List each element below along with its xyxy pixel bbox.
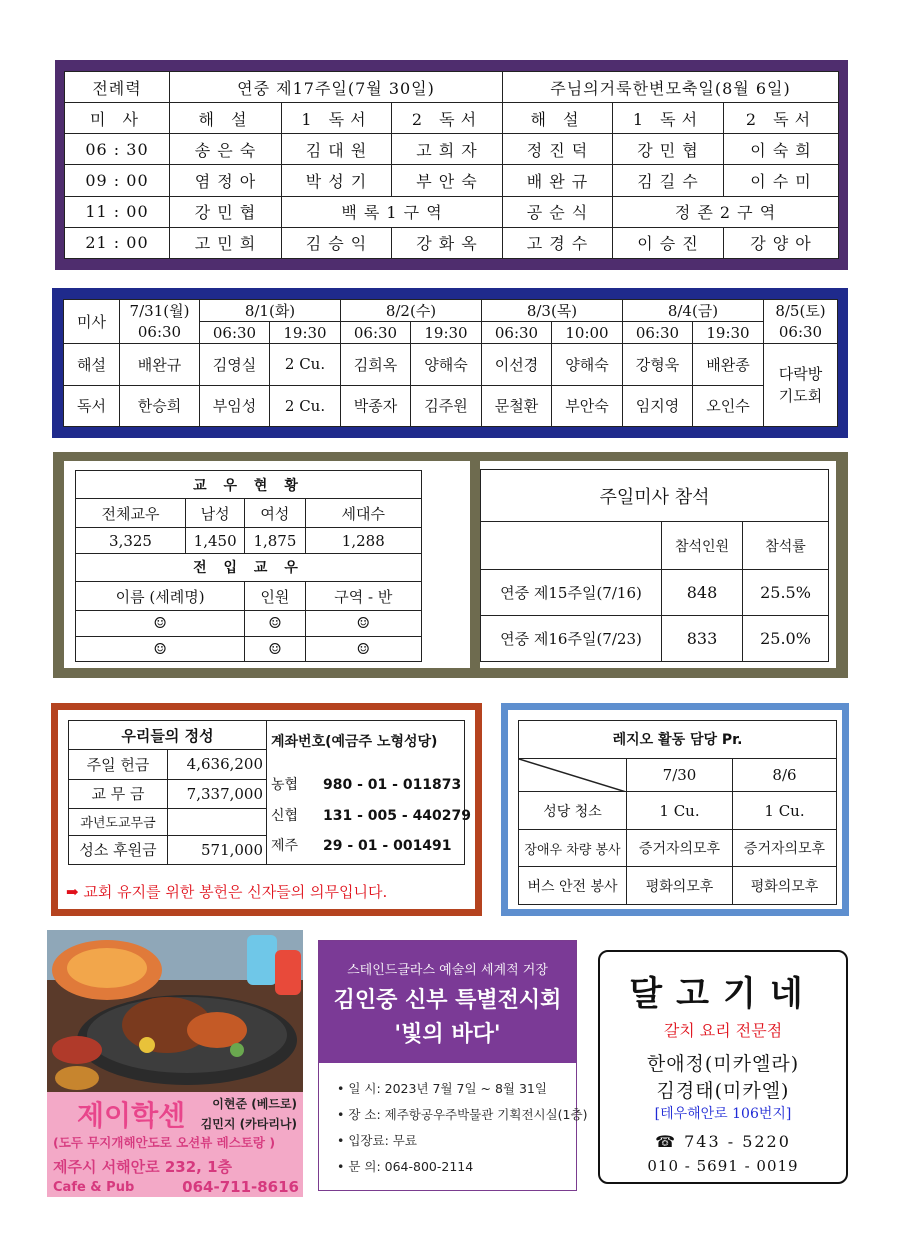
restaurant-owners xyxy=(201,1094,297,1134)
table-row xyxy=(76,636,422,661)
smiley-icon: ☺ xyxy=(245,636,305,661)
day-header: 8/4(금) xyxy=(623,300,764,322)
restaurant-desc: (도두 무지개해안도로 오션뷰 레스토랑 ) xyxy=(53,1135,276,1150)
attendance-count: 833 xyxy=(662,616,743,662)
account-row xyxy=(271,835,452,855)
table-row xyxy=(64,344,838,386)
table-row xyxy=(65,196,839,227)
owner-name: 한애정(미카엘라) xyxy=(646,1053,800,1075)
table-cell: 이 숙 희 xyxy=(724,134,839,165)
commentary-label: 해설 xyxy=(64,344,120,386)
owner-name: 김민지 (카타리나) xyxy=(200,1117,297,1131)
table-cell: 김희옥 xyxy=(341,344,411,386)
table-cell: 송 은 숙 xyxy=(170,134,282,165)
mass-time: 09 : 00 xyxy=(65,165,170,196)
reading2-header: 2 독서 xyxy=(392,103,503,134)
restaurant-phone: 064-711-8616 xyxy=(182,1178,299,1196)
table-cell: 강 양 아 xyxy=(724,227,839,258)
table-cell: 임지영 xyxy=(623,385,693,427)
legio-label: 장애우 차량 봉사 xyxy=(519,829,627,867)
legio-title: 레지오 활동 담당 Pr. xyxy=(519,721,837,759)
time-cell: 06:30 xyxy=(482,322,552,344)
table-cell: 박 성 기 xyxy=(282,165,392,196)
time-cell: 06:30 xyxy=(341,322,411,344)
offering-panel xyxy=(58,710,475,909)
mass-label: 미사 xyxy=(64,300,120,344)
attendance-rate: 25.5% xyxy=(743,570,829,616)
legio-date: 8/6 xyxy=(733,758,837,792)
exhibition-title-2: '빛의 바다' xyxy=(394,1022,501,1047)
attendance-count: 848 xyxy=(662,570,743,616)
table-cell: 강 화 옥 xyxy=(392,227,503,258)
day-header: 8/5(토) xyxy=(764,300,838,322)
liturgy-calendar-header: 전례력 xyxy=(65,72,170,103)
table-row xyxy=(65,227,839,258)
weekday-table xyxy=(63,299,838,427)
legio-label: 버스 안전 봉사 xyxy=(519,867,627,905)
table-cell: 고 희 자 xyxy=(392,134,503,165)
commentary-header: 해 설 xyxy=(503,103,613,134)
smiley-icon: ☺ xyxy=(245,611,305,636)
smiley-icon: ☺ xyxy=(76,636,245,661)
legio-label: 성당 청소 xyxy=(519,792,627,830)
restaurant-type: Cafe & Pub xyxy=(53,1180,135,1195)
members-header: 전체교우 xyxy=(76,499,186,528)
table-cell: 부안숙 xyxy=(552,385,623,427)
reading2-header: 2 독서 xyxy=(724,103,839,134)
members-value: 1,288 xyxy=(305,528,421,553)
table-row xyxy=(69,779,267,808)
smiley-icon: ☺ xyxy=(76,611,245,636)
transfiguration-header: 주님의거룩한변모축일(8월 6일) xyxy=(503,72,839,103)
table-cell: 이 수 미 xyxy=(724,165,839,196)
exhibition-title: 김인중 신부 특별전시회 xyxy=(333,988,562,1013)
table-row xyxy=(69,835,267,864)
table-row xyxy=(519,867,837,905)
table-row xyxy=(519,829,837,867)
account-number: 131 - 005 - 440279 xyxy=(323,808,472,824)
table-cell: 고 민 희 xyxy=(170,227,282,258)
table-row xyxy=(481,570,829,616)
mass-time: 06 : 30 xyxy=(65,134,170,165)
table-cell: 문철환 xyxy=(482,385,552,427)
empty-cell xyxy=(481,522,662,570)
table-cell: 오인수 xyxy=(693,385,764,427)
time-cell: 19:30 xyxy=(270,322,341,344)
liturgy-roster-panel xyxy=(64,71,838,259)
liturgy-table xyxy=(64,71,839,259)
exhibition-ad xyxy=(318,940,588,1191)
offering-label: 과년도교무금 xyxy=(69,808,168,835)
mobile-number: 010 - 5691 - 0019 xyxy=(647,1157,799,1175)
table-cell: 증거자의모후 xyxy=(627,829,733,867)
table-cell: 정 존 2 구 역 xyxy=(613,196,839,227)
table-row xyxy=(65,165,839,196)
offering-table xyxy=(68,720,267,865)
bank-name: 신협 xyxy=(271,808,299,824)
time-cell: 06:30 xyxy=(120,322,200,344)
smiley-icon: ☺ xyxy=(305,611,421,636)
table-cell: 2 Cu. xyxy=(270,344,341,386)
restaurant-name: 제이학센 xyxy=(77,1099,186,1132)
diagonal-cell xyxy=(519,758,627,792)
saturday-note: 다락방 기도회 xyxy=(764,344,838,427)
offering-label: 성소 후원금 xyxy=(69,835,168,864)
smiley-icon: ☺ xyxy=(305,636,421,661)
offering-value: 4,636,200 xyxy=(168,750,267,779)
mass-time: 11 : 00 xyxy=(65,196,170,227)
table-row xyxy=(519,792,837,830)
commentary-header: 해 설 xyxy=(170,103,282,134)
fish-restaurant-ad xyxy=(598,950,848,1184)
fish-restaurant-address: [테우해안로 106번지] xyxy=(654,1106,792,1122)
restaurant-ad xyxy=(47,930,303,1197)
account-number: 29 - 01 - 001491 xyxy=(323,838,452,854)
table-cell: 김 승 익 xyxy=(282,227,392,258)
time-cell: 19:30 xyxy=(693,322,764,344)
exhibition-subtitle: 스테인드글라스 예술의 세계적 거장 xyxy=(347,963,548,978)
attendance-header: 참석인원 xyxy=(662,522,743,570)
table-cell: 김 길 수 xyxy=(613,165,724,196)
members-value: 1,875 xyxy=(245,528,305,553)
liturgy-roster-frame xyxy=(55,60,848,270)
table-cell: 염 정 아 xyxy=(170,165,282,196)
legio-frame xyxy=(501,703,849,916)
account-title: 계좌번호(예금주 노형성당) xyxy=(271,734,438,750)
offering-value: 571,000 xyxy=(168,835,267,864)
legio-date: 7/30 xyxy=(627,758,733,792)
table-row xyxy=(65,134,839,165)
fish-restaurant-name: 달고기네 xyxy=(629,974,817,1014)
day-header: 8/2(수) xyxy=(341,300,482,322)
offering-value xyxy=(168,808,267,835)
reading-label: 독서 xyxy=(64,385,120,427)
table-cell: 부임성 xyxy=(200,385,270,427)
members-panel xyxy=(64,461,470,668)
members-table xyxy=(75,470,422,662)
time-cell: 19:30 xyxy=(411,322,482,344)
members-frame xyxy=(53,452,848,678)
offering-title: 우리들의 정성 xyxy=(69,721,267,750)
members-value: 3,325 xyxy=(76,528,186,553)
restaurant-address: 제주시 서해안로 232, 1층 xyxy=(53,1158,233,1176)
exhibition-info: • 입장료: 무료 xyxy=(337,1133,417,1148)
table-cell: 이 승 진 xyxy=(613,227,724,258)
table-cell: 이선경 xyxy=(482,344,552,386)
fish-restaurant-desc: 갈치 요리 전문점 xyxy=(663,1021,783,1040)
transfer-header: 인원 xyxy=(245,581,305,610)
day-header: 7/31(월) xyxy=(120,300,200,322)
table-row xyxy=(69,808,267,835)
time-cell: 06:30 xyxy=(623,322,693,344)
offering-label: 교 무 금 xyxy=(69,779,168,808)
attendance-label: 연중 제15주일(7/16) xyxy=(481,570,662,616)
table-cell: 김주원 xyxy=(411,385,482,427)
table-cell: 2 Cu. xyxy=(270,385,341,427)
table-row xyxy=(481,616,829,662)
account-box xyxy=(266,720,472,865)
table-row xyxy=(64,385,838,427)
exhibition-info: • 일 시: 2023년 7월 7일 ~ 8월 31일 xyxy=(337,1081,547,1096)
table-cell: 박종자 xyxy=(341,385,411,427)
members-header: 세대수 xyxy=(305,499,421,528)
attendance-header: 참석률 xyxy=(743,522,829,570)
table-cell: 강 민 협 xyxy=(613,134,724,165)
mass-col-header: 미 사 xyxy=(65,103,170,134)
offering-notice: ➡ 교회 유지를 위한 봉헌은 신자들의 의무입니다. xyxy=(66,883,388,901)
account-number: 980 - 01 - 011873 xyxy=(323,777,462,793)
time-cell: 10:00 xyxy=(552,322,623,344)
phone-number: ☎ 743 - 5220 xyxy=(655,1132,791,1151)
time-cell: 06:30 xyxy=(200,322,270,344)
table-cell: 한승희 xyxy=(120,385,200,427)
bank-name: 제주 xyxy=(271,838,299,854)
exhibition-banner xyxy=(319,941,576,1063)
legio-table xyxy=(518,720,837,905)
account-row xyxy=(271,774,461,794)
table-cell: 증거자의모후 xyxy=(733,829,837,867)
attendance-table xyxy=(480,469,829,662)
diagonal-line-icon xyxy=(519,759,626,792)
offering-frame xyxy=(51,703,482,916)
members-header: 남성 xyxy=(186,499,245,528)
table-cell: 양해숙 xyxy=(552,344,623,386)
attendance-panel xyxy=(480,461,836,668)
table-cell: 1 Cu. xyxy=(627,792,733,830)
bank-name: 농협 xyxy=(271,777,299,793)
exhibition-info: • 문 의: 064-800-2114 xyxy=(337,1159,474,1174)
account-row xyxy=(271,805,471,825)
sunday-17-header: 연중 제17주일(7월 30일) xyxy=(170,72,503,103)
members-title: 교 우 현 황 xyxy=(76,471,422,499)
weekday-roster-frame xyxy=(52,288,848,438)
attendance-rate: 25.0% xyxy=(743,616,829,662)
reading1-header: 1 독서 xyxy=(282,103,392,134)
table-cell: 정 진 덕 xyxy=(503,134,613,165)
attendance-title: 주일미사 참석 xyxy=(481,470,829,522)
weekday-roster-panel xyxy=(63,299,837,427)
owner-name: 김경태(미카엘) xyxy=(656,1080,790,1102)
day-header: 8/3(목) xyxy=(482,300,623,322)
table-cell: 김 대 원 xyxy=(282,134,392,165)
table-cell: 배완종 xyxy=(693,344,764,386)
legio-panel xyxy=(508,710,842,909)
table-row xyxy=(76,611,422,636)
table-cell: 평화의모후 xyxy=(733,867,837,905)
table-cell: 배완규 xyxy=(120,344,200,386)
food-photo xyxy=(47,930,303,1092)
owner-name: 이현준 (베드로) xyxy=(212,1097,297,1111)
reading1-header: 1 독서 xyxy=(613,103,724,134)
table-cell: 배 완 규 xyxy=(503,165,613,196)
day-header: 8/1(화) xyxy=(200,300,341,322)
attendance-label: 연중 제16주일(7/23) xyxy=(481,616,662,662)
time-cell: 06:30 xyxy=(764,322,838,344)
table-cell: 1 Cu. xyxy=(733,792,837,830)
members-value: 1,450 xyxy=(186,528,245,553)
table-cell: 강 민 협 xyxy=(170,196,282,227)
members-header: 여성 xyxy=(245,499,305,528)
table-cell: 공 순 식 xyxy=(503,196,613,227)
table-cell: 김영실 xyxy=(200,344,270,386)
table-row xyxy=(69,750,267,779)
offering-label: 주일 헌금 xyxy=(69,750,168,779)
table-cell: 백 록 1 구 역 xyxy=(282,196,503,227)
table-cell: 평화의모후 xyxy=(627,867,733,905)
transfer-header: 이름 (세례명) xyxy=(76,581,245,610)
table-cell: 고 경 수 xyxy=(503,227,613,258)
mass-time: 21 : 00 xyxy=(65,227,170,258)
table-cell: 부 안 숙 xyxy=(392,165,503,196)
transfer-header: 구역 - 반 xyxy=(305,581,421,610)
table-cell: 강형욱 xyxy=(623,344,693,386)
exhibition-info: • 장 소: 제주항공우주박물관 기획전시실(1층) xyxy=(337,1107,588,1122)
transfer-title: 전 입 교 우 xyxy=(76,553,422,581)
table-cell: 양해숙 xyxy=(411,344,482,386)
offering-value: 7,337,000 xyxy=(168,779,267,808)
